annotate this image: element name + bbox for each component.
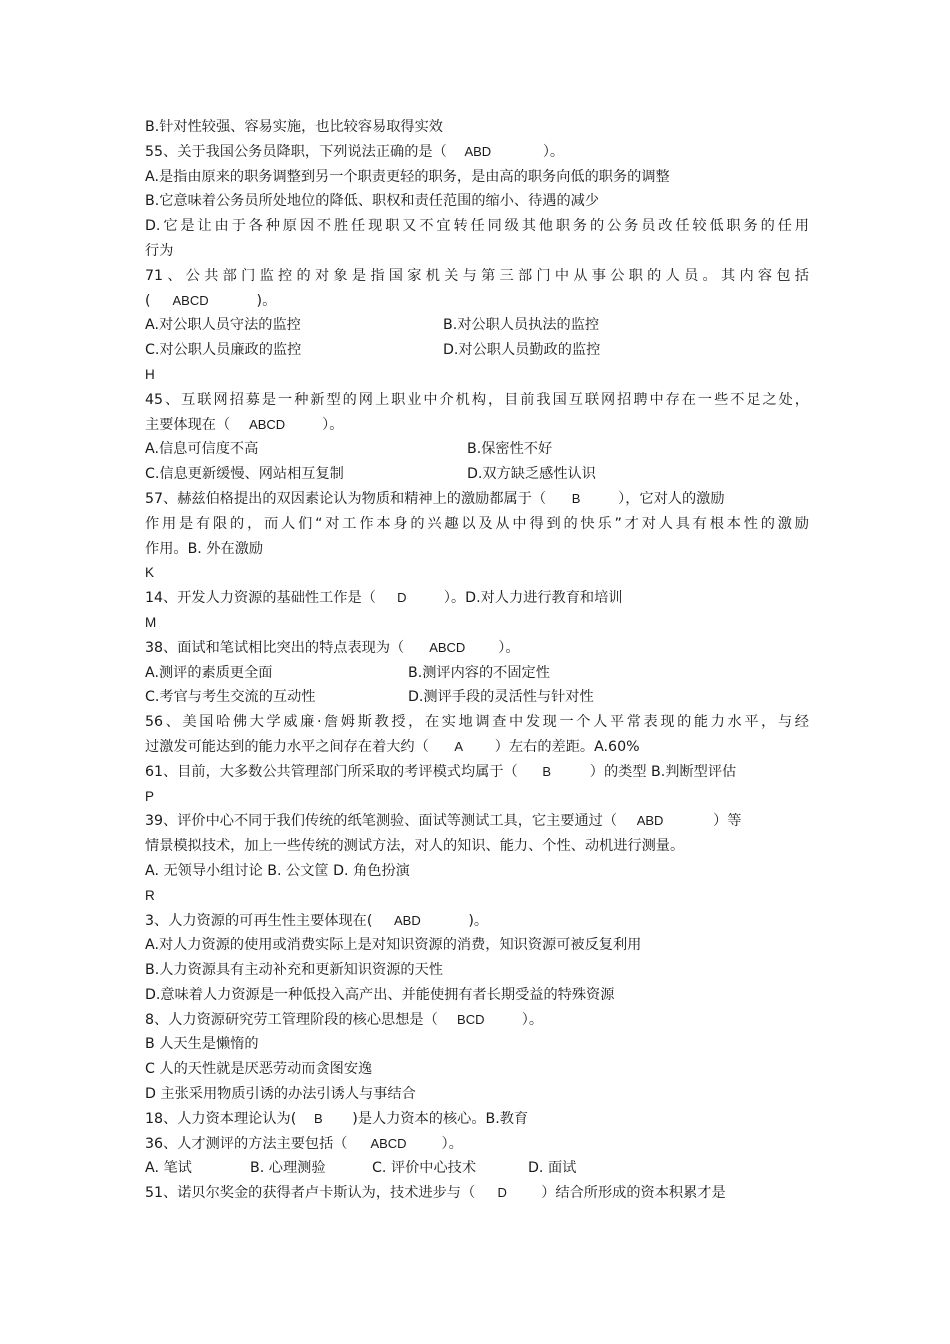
answer-blank: ABD xyxy=(394,912,421,928)
option-line xyxy=(145,933,809,958)
answer-blank: A xyxy=(454,738,464,754)
text-span: 情景模拟技术，加上一些传统的测试方法，对人的知识、能力、个性、动机进行测量。 xyxy=(145,838,685,855)
text-span: )是人力资本的核心。B.教育 xyxy=(352,1110,529,1127)
text-line xyxy=(145,115,809,140)
section-letter xyxy=(145,561,809,586)
text-span: A. 无领导小组讨论 B. 公文筐 D. 角色扮演 xyxy=(145,862,410,879)
option-row xyxy=(145,1156,809,1181)
text-span: ）。 xyxy=(322,416,344,433)
question-14 xyxy=(145,586,809,611)
text-span: 14、开发人力资源的基础性工作是（ xyxy=(145,590,376,607)
text-line xyxy=(145,834,809,859)
text-span: A.测评的素质更全面 xyxy=(145,664,273,681)
text-span: ）等 xyxy=(713,813,742,830)
text-span: 38、面试和笔试相比突出的特点表现为（ xyxy=(145,639,405,656)
answer-blank: B xyxy=(571,490,581,506)
text-span: 56、美国哈佛大学威廉·詹姆斯教授，在实地调查中发现一个人平常表现的能力水平，与经 xyxy=(145,714,809,731)
text-span: ），它对人的激励 xyxy=(618,490,725,507)
question-3 xyxy=(145,909,809,934)
text-span: B.针对性较强、容易实施，也比较容易取得实效 xyxy=(145,119,443,135)
text-span: ）左右的差距。A.60% xyxy=(494,738,640,755)
text-span: A.信息可信度不高 xyxy=(145,441,259,458)
text-span: 18、人力资本理论认为( xyxy=(145,1110,297,1127)
text-span: D.意味着人力资源是一种低投入高产出、并能使拥有者长期受益的特殊资源 xyxy=(145,986,615,1003)
option-row xyxy=(145,685,809,710)
option-row xyxy=(145,661,809,686)
section-letter xyxy=(145,611,809,636)
section-letter xyxy=(145,884,809,909)
option-line xyxy=(145,1082,809,1107)
text-span: P xyxy=(145,788,155,804)
answer-blank: BCD xyxy=(457,1011,485,1027)
text-span: B.保密性不好 xyxy=(467,441,553,458)
text-span: B.人力资源具有主动补充和更新知识资源的天性 xyxy=(145,962,443,979)
option-line xyxy=(145,958,809,983)
text-span: B.它意味着公务员所处地位的降低、职权和责任范围的缩小、待遇的减少 xyxy=(145,193,600,210)
text-span: D.测评手段的灵活性与针对性 xyxy=(408,689,594,706)
text-span: 45、互联网招募是一种新型的网上职业中介机构，目前我国互联网招聘中存在一些不足之处， xyxy=(145,391,809,408)
text-span: ）。 xyxy=(542,143,565,160)
answer-line xyxy=(145,859,809,884)
text-span: 主要体现在（ xyxy=(145,416,231,433)
text-line xyxy=(145,537,809,562)
text-span: 39、评价中心不同于我们传统的纸笔测验、面试等测试工具，它主要通过（ xyxy=(145,813,618,830)
question-71 xyxy=(145,264,809,289)
text-span: B. 心理测验 xyxy=(250,1160,326,1177)
text-span: D.双方缺乏感性认识 xyxy=(467,466,596,483)
question-55 xyxy=(145,140,809,165)
text-span: D.对公职人员勤政的监控 xyxy=(443,342,601,359)
text-span: 3、人力资源的可再生性主要体现在( xyxy=(145,912,373,929)
text-span: ( xyxy=(145,292,151,309)
text-span: C.考官与考生交流的互动性 xyxy=(145,689,316,706)
question-45 xyxy=(145,388,809,413)
text-span: 过激发可能达到的能力水平之间存在着大约（ xyxy=(145,738,429,755)
text-span: A.对公职人员守法的监控 xyxy=(145,317,301,334)
text-span: ）。 xyxy=(498,639,520,656)
text-span: 8、人力资源研究劳工管理阶段的核心思想是（ xyxy=(145,1011,438,1028)
option-line xyxy=(145,983,809,1008)
text-span: B.对公职人员执法的监控 xyxy=(443,317,600,334)
text-span: K xyxy=(145,565,155,581)
question-8 xyxy=(145,1008,809,1033)
question-36 xyxy=(145,1132,809,1157)
text-span: 57、赫兹伯格提出的双因素论认为物质和精神上的激励都属于（ xyxy=(145,490,547,507)
text-span: C.对公职人员廉政的监控 xyxy=(145,342,302,359)
question-61 xyxy=(145,760,809,785)
option-line xyxy=(145,1032,809,1057)
text-span: 61、目前，大多数公共管理部门所采取的考评模式均属于（ xyxy=(145,763,518,780)
option-line xyxy=(145,1057,809,1082)
answer-blank: D xyxy=(397,590,407,606)
question-51 xyxy=(145,1181,809,1206)
text-span: 71、公共部门监控的对象是指国家机关与第三部门中从事公职的人员。其内容包括 xyxy=(145,267,809,284)
text-line xyxy=(145,289,809,314)
text-span: D.它是让由于各种原因不胜任现职又不宜转任同级其他职务的公务员改任较低职务的任用 xyxy=(145,218,809,235)
option-line xyxy=(145,165,809,190)
option-line xyxy=(145,189,809,214)
option-row xyxy=(145,338,809,363)
text-span: A.是指由原来的职务调整到另一个职责更轻的职务，是由高的职务向低的职务的调整 xyxy=(145,168,670,185)
text-line xyxy=(145,512,809,537)
section-letter xyxy=(145,363,809,388)
text-span: C.信息更新缓慢、网站相互复制 xyxy=(145,466,344,483)
question-18 xyxy=(145,1107,809,1132)
option-row xyxy=(145,437,809,462)
option-line xyxy=(145,214,809,239)
text-span: A.对人力资源的使用或消费实际上是对知识资源的消费，知识资源可被反复利用 xyxy=(145,937,642,954)
text-span: R xyxy=(145,887,155,903)
text-span: ）。D.对人力进行教育和培训 xyxy=(443,590,623,607)
text-span: 55、关于我国公务员降职，下列说法正确的是（ xyxy=(145,143,447,160)
text-span: 作用。B. 外在激励 xyxy=(145,540,264,557)
answer-blank: ABD xyxy=(464,143,492,159)
question-57 xyxy=(145,487,809,512)
question-38 xyxy=(145,636,809,661)
answer-blank: B xyxy=(313,1110,323,1126)
answer-blank: ABCD xyxy=(172,292,209,308)
answer-blank: ABCD xyxy=(429,639,466,655)
text-line xyxy=(145,413,809,438)
section-letter xyxy=(145,785,809,810)
text-span: ）的类型 B.判断型评估 xyxy=(589,763,737,780)
text-span: H xyxy=(145,366,155,382)
document-body xyxy=(145,115,809,1206)
text-span: D. 面试 xyxy=(528,1160,577,1177)
text-span: )。 xyxy=(468,912,489,929)
option-row xyxy=(145,313,809,338)
text-span: D 主张采用物质引诱的办法引诱人与事结合 xyxy=(145,1086,416,1103)
answer-blank: B xyxy=(542,763,552,779)
text-span: 行为 xyxy=(145,242,174,259)
text-span: M xyxy=(145,614,157,630)
answer-blank: ABD xyxy=(636,813,664,829)
answer-blank: D xyxy=(497,1185,507,1201)
text-span: C. 评价中心技术 xyxy=(372,1160,477,1177)
answer-blank: ABCD xyxy=(370,1135,407,1151)
text-span: B 人天生是懒惰的 xyxy=(145,1036,259,1053)
text-line xyxy=(145,239,809,264)
text-span: 36、人才测评的方法主要包括（ xyxy=(145,1135,348,1152)
question-39 xyxy=(145,809,809,834)
text-span: ）。 xyxy=(441,1135,463,1152)
text-span: C 人的天性就是厌恶劳动而贪图安逸 xyxy=(145,1061,373,1078)
answer-blank: ABCD xyxy=(249,416,286,432)
text-span: ）。 xyxy=(521,1011,544,1028)
question-56 xyxy=(145,710,809,735)
text-line xyxy=(145,735,809,760)
text-span: 51、诺贝尔奖金的获得者卢卡斯认为，技术进步与（ xyxy=(145,1185,476,1202)
text-span: A. 笔试 xyxy=(145,1160,192,1177)
text-span: )。 xyxy=(256,292,277,309)
text-span: ）结合所形成的资本积累才是 xyxy=(541,1185,726,1202)
text-span: B.测评内容的不固定性 xyxy=(408,664,550,681)
text-span: 作用是有限的，而人们“对工作本身的兴趣以及从中得到的快乐”才对人具有根本性的激励 xyxy=(145,515,809,532)
option-row xyxy=(145,462,809,487)
